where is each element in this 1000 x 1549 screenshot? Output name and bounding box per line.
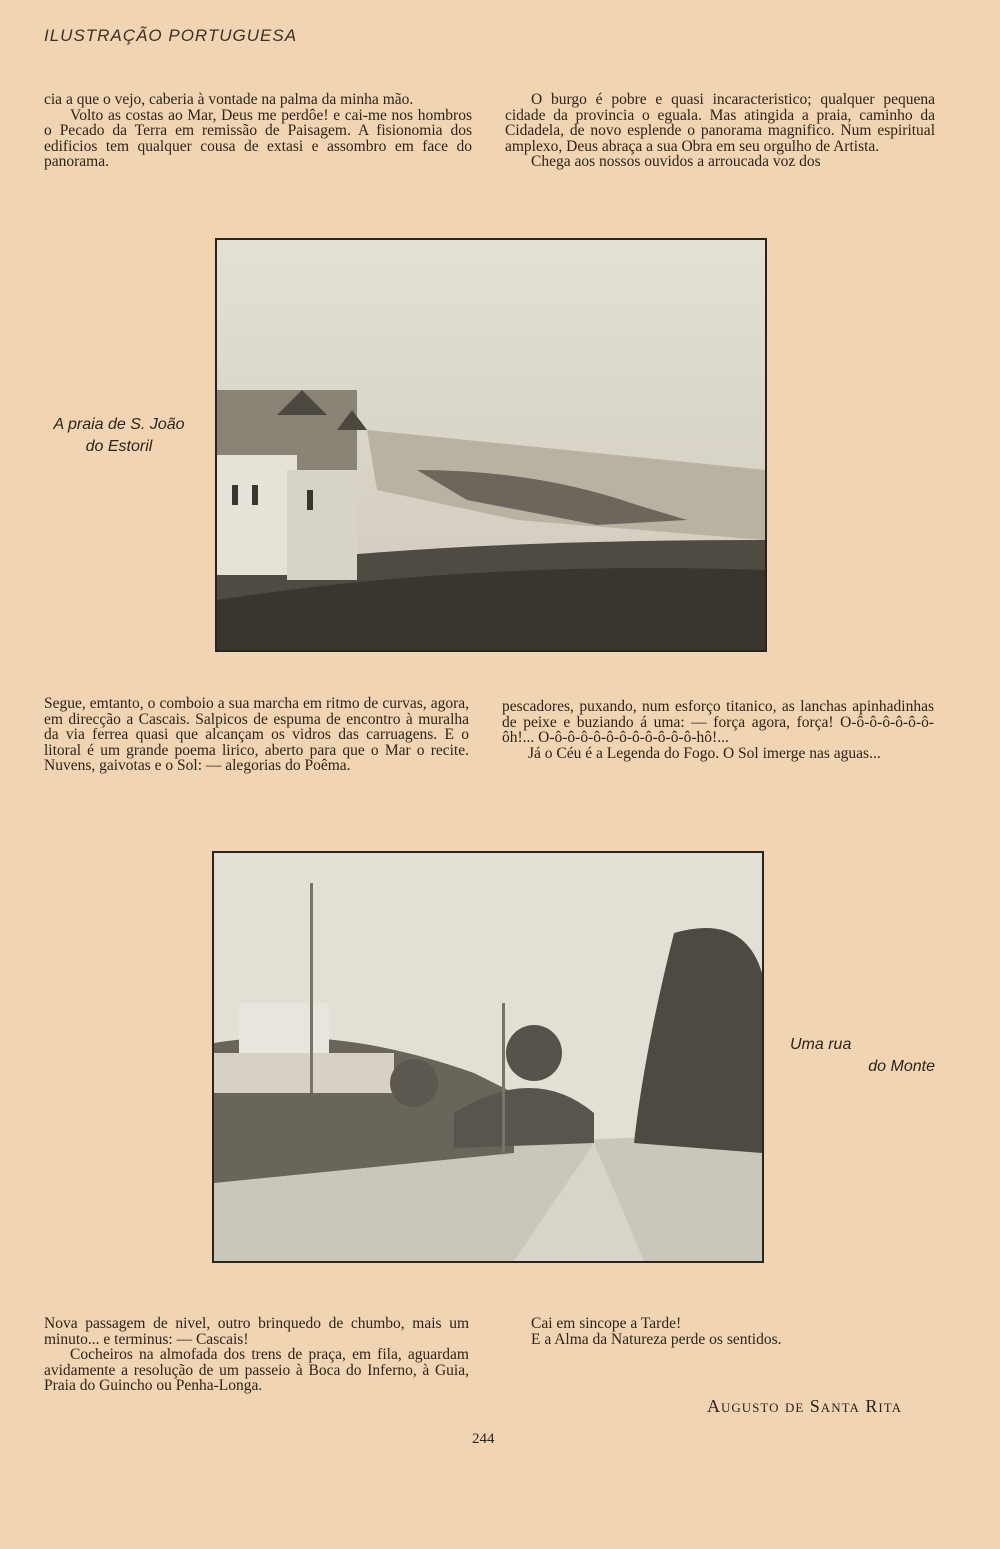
photo-beach-estoril [215,238,767,652]
caption-line: A praia de S. João [53,416,185,433]
paragraph: Nova passagem de nivel, outro brinquedo de chumbo, mais um minuto... e terminus: — Cascais! [44,1315,469,1348]
photo-caption-beach [44,414,194,458]
paragraph: Chega aos nossos ouvidos a arroucada voz dos [531,153,821,170]
caption-line: do Monte [868,1058,935,1075]
paragraph: Cai em sincope a Tarde! [531,1315,682,1332]
beach-photo-image [217,240,765,650]
street-photo-image [214,853,762,1261]
text-column-top-left [44,92,472,170]
paragraph: Cocheiros na almofada dos trens de praça, em fila, aguardam avidamente a resolução de um passeio à Boca do Inferno, à Guia, Praia do Guincho ou Penha-Longa. [44,1346,469,1394]
paragraph: pescadores, puxando, num esforço titanico, as lanchas apinhadinhas de peixe e buziando á uma: — força agora, força! O-ô-ô-ô-ô-ô-ô-ôh!... O-ô-ô-ô-ô-ô-ô-ô-ô-ô-ô-ô-hô!... [502,698,934,746]
text-column-mid-right [502,699,934,761]
author-signature: Augusto de Santa Rita [706,1396,902,1416]
caption-line: do Estoril [85,438,153,455]
paragraph: Volto as costas ao Mar, Deus me perdôe! e cai-me nos hombros o Pecado da Terra em remissão de Paisagem. A fisionomia dos edificios tem qualquer cousa de extasi e assombro em face do panorama. [44,106,472,170]
text-column-top-right [505,92,935,170]
photo-caption-street [770,1034,935,1078]
page-number: 244 [472,1431,495,1447]
magazine-header: ILUSTRAÇÃO PORTUGUESA [44,26,298,45]
text-column-mid-left [44,696,469,774]
caption-line: Uma rua [790,1036,852,1053]
text-column-bottom-right [505,1316,935,1347]
paragraph: O burgo é pobre e quasi incaracteristico; qualquer pequena cidade da provincia o eguala. Mas atingida a praia, caminho da Cidadela, de novo esplende o panorama magnifico. Num espiritual amplexo, Deus abraça a sua Obra em seu orgulho de Artista. [505,91,935,155]
text-column-bottom-left [44,1316,469,1394]
paragraph: E a Alma da Natureza perde os sentidos. [531,1330,782,1348]
photo-street-monte [212,851,764,1263]
paragraph: cia a que o vejo, caberia à vontade na palma da minha mão. [44,91,414,108]
paragraph: Já o Céu é a Legenda do Fogo. O Sol imerge nas aguas... [528,744,881,762]
paragraph: Segue, emtanto, o comboio a sua marcha em ritmo de curvas, agora, em direcção a Cascais. Salpicos de espuma de encontro à muralha da via ferrea quasi que alcançam os vidros das carruagens. E o litoral é um grande poema lirico, aberto para que o Mar o recite. Nuvens, gaivotas e o Sol: — alegorias do Poêma. [44,695,469,774]
